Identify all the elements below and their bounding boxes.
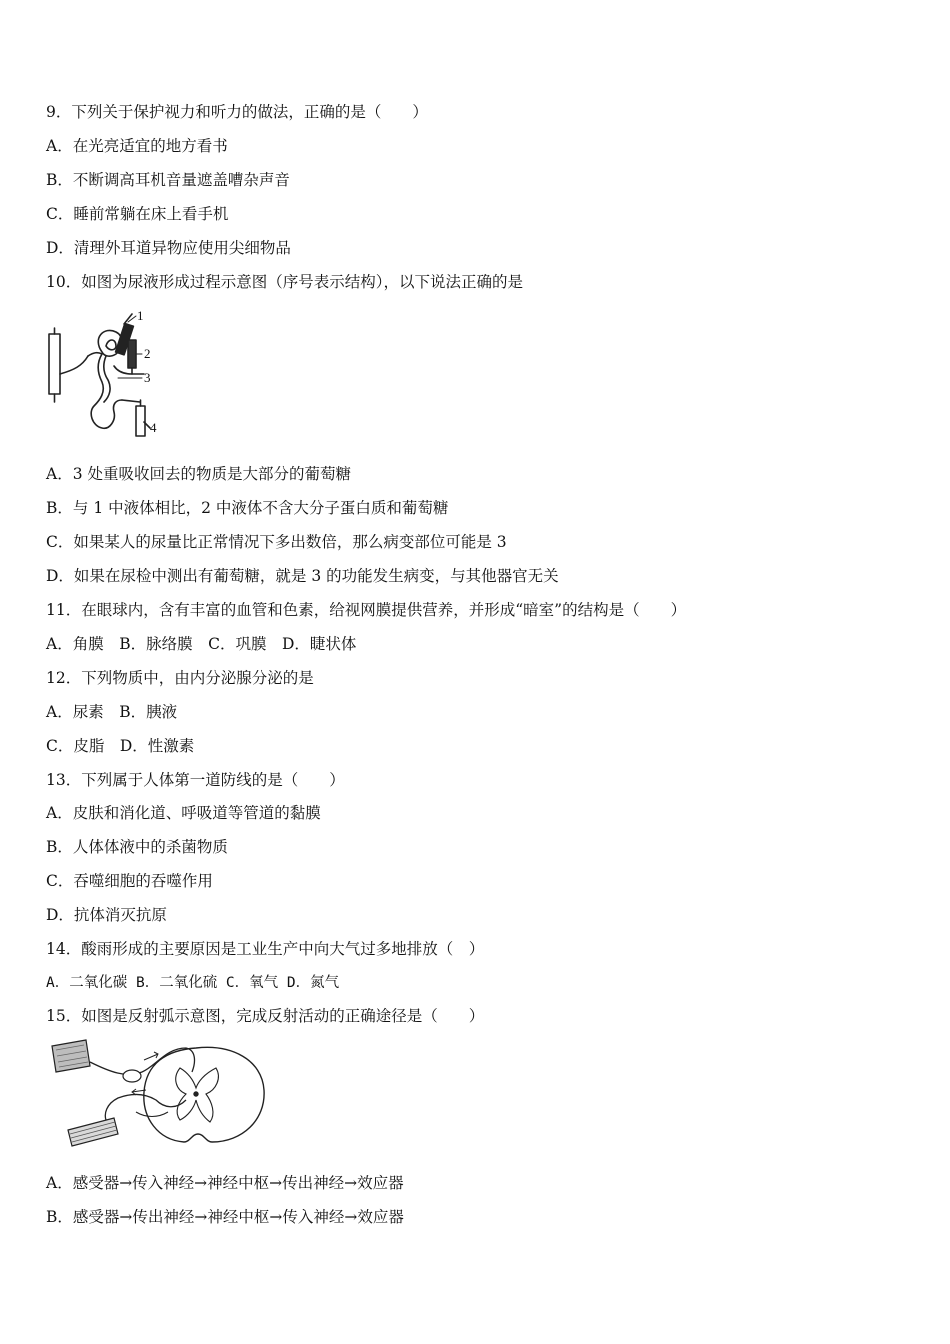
q12-stem: 12．下列物质中，由内分泌腺分泌的是 — [46, 669, 314, 687]
q9-stem: 9．下列关于保护视力和听力的做法，正确的是（ ） — [46, 103, 428, 121]
nephron-label-2: 2 — [144, 346, 151, 361]
q14-options: A．二氧化碳 B．二氧化硫 C．氧气 D．氮气 — [46, 975, 340, 991]
q13-option-d: D．抗体消灭抗原 — [46, 906, 167, 924]
q13-option-b: B．人体体液中的杀菌物质 — [46, 838, 228, 856]
q12-options-ab: A．尿素 B．胰液 — [46, 703, 178, 721]
q14-stem: 14．酸雨形成的主要原因是工业生产中向大气过多地排放（ ） — [46, 940, 485, 958]
q15-option-b: B．感受器→传出神经→神经中枢→传入神经→效应器 — [46, 1208, 404, 1226]
q13-option-a: A．皮肤和消化道、呼吸道等管道的黏膜 — [46, 804, 321, 822]
spinal-cord — [144, 1047, 264, 1142]
q12-options-cd: C．皮脂 D．性激素 — [46, 737, 195, 755]
q15-stem: 15．如图是反射弧示意图，完成反射活动的正确途径是（ ） — [46, 1007, 485, 1025]
effector-muscle — [68, 1118, 118, 1146]
q10-option-d: D．如果在尿检中测出有葡萄糖，就是 3 的功能发生病变，与其他器官无关 — [46, 567, 559, 585]
q9-option-b: B．不断调高耳机音量遮盖嘈杂声音 — [46, 171, 290, 189]
q11-stem: 11．在眼球内，含有丰富的血管和色素，给视网膜提供营养，并形成“暗室”的结构是（ ） — [46, 601, 687, 619]
nephron-label-4: 4 — [150, 420, 157, 435]
ganglion — [123, 1070, 141, 1082]
q13-option-c: C．吞噬细胞的吞噬作用 — [46, 872, 213, 890]
nephron-label-3: 3 — [144, 370, 151, 385]
q9-option-d: D．清理外耳道异物应使用尖细物品 — [46, 239, 291, 257]
q10-stem: 10．如图为尿液形成过程示意图（序号表示结构），以下说法正确的是 — [46, 273, 523, 291]
nephron-label-1: 1 — [137, 308, 144, 323]
q10-option-c: C．如果某人的尿量比正常情况下多出数倍，那么病变部位可能是 3 — [46, 533, 507, 551]
afferent-arrow — [144, 1052, 158, 1060]
q10-option-b: B．与 1 中液体相比，2 中液体不含大分子蛋白质和葡萄糖 — [46, 499, 449, 517]
reflex-arc-figure — [46, 1038, 270, 1148]
q10-option-a: A．3 处重吸收回去的物质是大部分的葡萄糖 — [46, 465, 351, 483]
receptor-skin — [52, 1040, 90, 1072]
q15-option-a: A．感受器→传入神经→神经中枢→传出神经→效应器 — [46, 1174, 404, 1192]
q9-option-c: C．睡前常躺在床上看手机 — [46, 205, 229, 223]
nephron-figure — [44, 308, 168, 444]
q9-option-a: A．在光亮适宜的地方看书 — [46, 137, 228, 155]
q13-stem: 13．下列属于人体第一道防线的是（ ） — [46, 771, 345, 789]
q11-options: A．角膜 B．脉络膜 C．巩膜 D．睫状体 — [46, 635, 357, 653]
